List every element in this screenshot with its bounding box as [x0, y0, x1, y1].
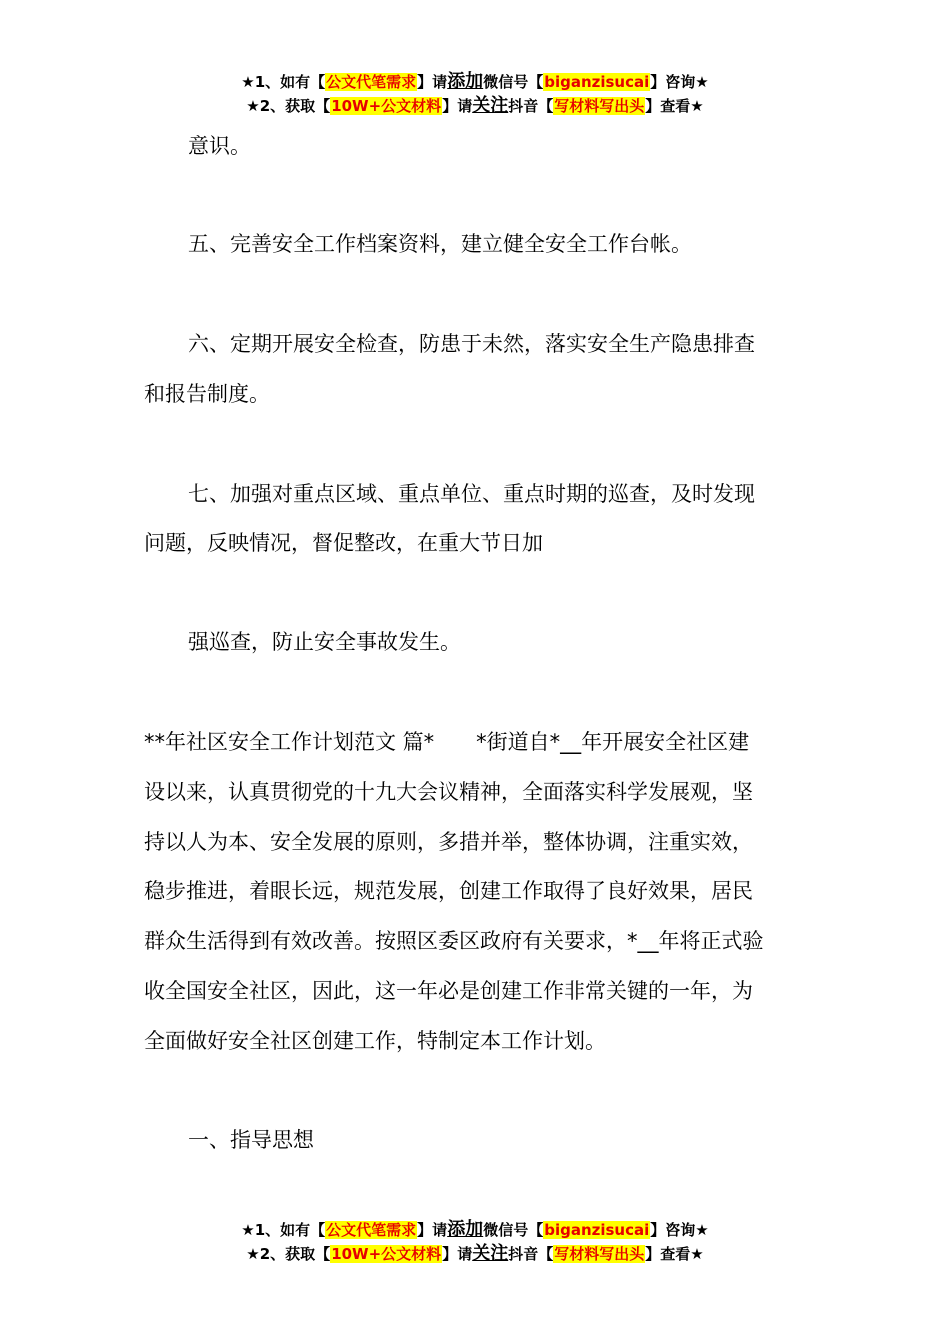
banner-text: 微信号【 [483, 1221, 544, 1239]
banner-text: ★1、如有【 [241, 1221, 326, 1239]
banner-text: 】请 [442, 97, 473, 115]
banner-highlight: biganzisucai [544, 1221, 650, 1239]
banner-highlight: 10W+公文材料 [331, 97, 442, 115]
header-banner [0, 70, 950, 118]
paragraph-line: 全面做好安全社区创建工作，特制定本工作计划。 [144, 1029, 606, 1053]
banner-text: 】查看★ [645, 97, 704, 115]
banner-text: ★1、如有【 [241, 73, 326, 91]
banner-text: 抖音【 [508, 1245, 554, 1263]
footer-banner [0, 1218, 950, 1266]
banner-text: 】请 [417, 1221, 448, 1239]
banner-underlined: 添加 [447, 71, 484, 92]
banner-line-2 [0, 1242, 950, 1266]
paragraph-line: 群众生活得到有效改善。按照区委区政府有关要求，*__年将正式验 [144, 929, 764, 953]
paragraph-line: **年社区安全工作计划范文 篇* *街道自*__年开展安全社区建 [144, 730, 750, 754]
banner-underlined: 关注 [472, 1243, 509, 1264]
section-heading: 一、指导思想 [188, 1128, 314, 1152]
banner-text: 】请 [417, 73, 448, 91]
banner-text: 微信号【 [483, 73, 544, 91]
paragraph-line: 意识。 [188, 134, 251, 158]
banner-highlight: 公文代笔需求 [326, 1221, 417, 1239]
banner-highlight: 写材料写出头 [554, 97, 645, 115]
banner-underlined: 关注 [472, 95, 509, 116]
banner-text: ★2、获取【 [246, 1245, 331, 1263]
paragraph-line: 稳步推进，着眼长远，规范发展，创建工作取得了良好效果，居民 [144, 879, 753, 903]
banner-highlight: 10W+公文材料 [331, 1245, 442, 1263]
paragraph-line: 收全国安全社区，因此，这一年必是创建工作非常关键的一年，为 [144, 979, 753, 1003]
banner-highlight: 写材料写出头 [554, 1245, 645, 1263]
banner-line-1 [0, 1218, 950, 1242]
banner-text: 】咨询★ [650, 73, 709, 91]
paragraph-line: 七、加强对重点区域、重点单位、重点时期的巡查，及时发现 [188, 482, 755, 506]
paragraph-line: 问题，反映情况，督促整改，在重大节日加 [144, 531, 543, 555]
paragraph-line: 和报告制度。 [144, 382, 270, 406]
banner-line-1 [0, 70, 950, 94]
paragraph-line: 持以人为本、安全发展的原则，多措并举，整体协调，注重实效， [144, 830, 753, 854]
banner-text: 】请 [442, 1245, 473, 1263]
paragraph-line: 六、定期开展安全检查，防患于未然，落实安全生产隐患排查 [188, 332, 755, 356]
banner-highlight: biganzisucai [544, 73, 650, 91]
banner-text: 】查看★ [645, 1245, 704, 1263]
banner-highlight: 公文代笔需求 [326, 73, 417, 91]
banner-line-2 [0, 94, 950, 118]
paragraph-line: 强巡查，防止安全事故发生。 [188, 630, 461, 654]
paragraph-line: 设以来，认真贯彻党的十九大会议精神，全面落实科学发展观，坚 [144, 780, 753, 804]
paragraph-line: 五、完善安全工作档案资料，建立健全安全工作台帐。 [188, 232, 692, 256]
banner-text: ★2、获取【 [246, 97, 331, 115]
banner-underlined: 添加 [447, 1219, 484, 1240]
banner-text: 】咨询★ [650, 1221, 709, 1239]
banner-text: 抖音【 [508, 97, 554, 115]
